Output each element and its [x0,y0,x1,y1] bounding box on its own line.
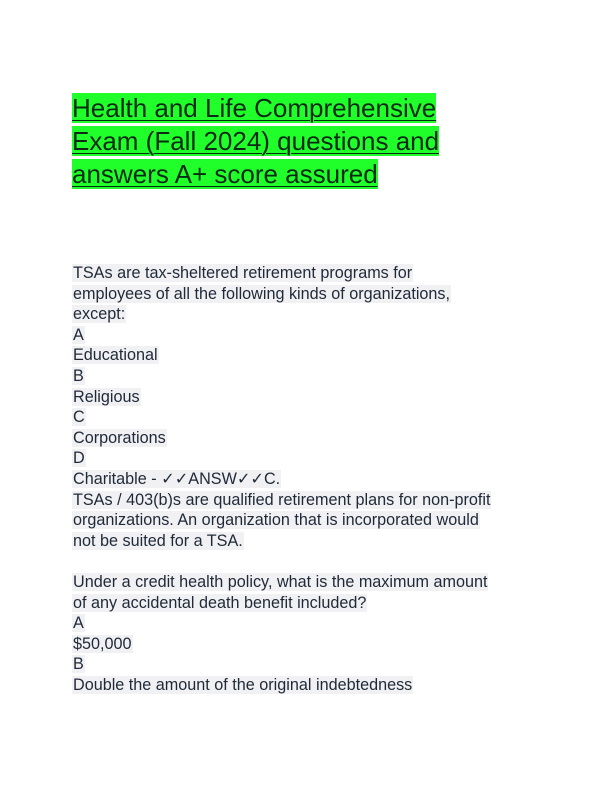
option-text: Educational [73,346,158,365]
option-letter: C [73,408,85,427]
question-text-line: TSAs are tax-sheltered retirement programs for [73,264,413,282]
question-text-line: of any accidental death benefit included? [73,593,367,612]
option-text: $50,000 [73,634,132,653]
option-letter: B [73,655,84,674]
explanation-line: not be suited for a TSA. [73,531,243,550]
question-2 [72,572,552,696]
title-line: Health and Life Comprehensive [72,93,437,123]
title-line: answers A+ score assured [72,159,378,189]
option-letter: B [73,366,84,385]
explanation-line: organizations. An organization that is incorporated would [73,511,479,530]
option-letter: A [73,614,84,633]
option-letter: A [73,325,84,344]
question-text-line: employees of all the following kinds of organizations, [73,284,451,303]
explanation-line: TSAs / 403(b)s are qualified retirement plans for non-profit [73,490,491,509]
question-1 [72,263,552,551]
option-text: Religious [73,387,140,406]
title-line: Exam (Fall 2024) questions and [72,126,440,156]
option-text: Corporations [73,428,166,447]
option-letter: D [73,449,85,468]
option-text: Double the amount of the original indebtedness [73,675,413,694]
option-text-with-answer: Charitable - ✓✓ANSW✓✓C. [73,469,281,488]
document-body [72,263,552,695]
question-text-line: except: [73,305,126,324]
paragraph-spacer [72,551,552,572]
page-title [72,92,492,191]
question-text-line: Under a credit health policy, what is the maximum amount [73,572,488,591]
